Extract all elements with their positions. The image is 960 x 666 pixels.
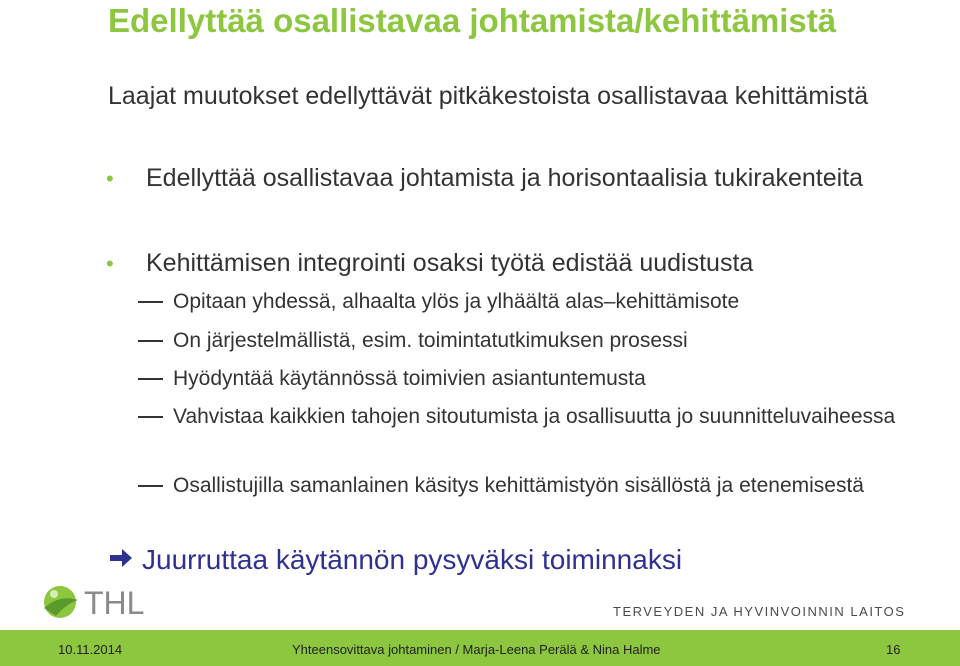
sub-bullet-text: Osallistujilla samanlainen käsitys kehittämistyön sisällöstä ja etenemisestä	[173, 474, 864, 497]
sub-bullet-text: Hyödyntää käytännössä toimivien asiantuntemusta	[173, 367, 646, 390]
dash-icon	[138, 416, 163, 418]
bullet-item	[106, 162, 926, 195]
slide-title: Edellyttää osallistavaa johtamista/kehittämistä	[108, 2, 837, 39]
sub-bullet-item	[173, 326, 913, 356]
intro-text: Laajat muutokset edellyttävät pitkäkestoista osallistavaa kehittämistä	[108, 82, 869, 110]
sub-bullet-text: On järjestelmällistä, esim. toimintatutkimuksen prosessi	[173, 329, 688, 352]
footer-date: 10.11.2014	[58, 642, 123, 657]
sub-bullet-text: Vahvistaa kaikkien tahojen sitoutumista ja osallisuutta jo suunnitteluvaiheessa	[173, 405, 896, 428]
bullet-text: Kehittämisen integrointi osaksi työtä edistää uudistusta	[146, 249, 754, 277]
thl-logo-text: THL	[84, 585, 145, 621]
footer-bar	[0, 630, 960, 666]
dash-icon	[138, 378, 163, 380]
footer-page-number: 16	[886, 642, 901, 657]
institute-name: TERVEYDEN JA HYVINVOINNIN LAITOS	[613, 604, 906, 619]
dash-icon	[138, 301, 163, 303]
bullet-dot-icon: •	[106, 251, 114, 276]
bullet-text: Edellyttää osallistavaa johtamista ja horisontaalisia tukirakenteita	[146, 164, 864, 192]
dash-icon	[138, 340, 163, 342]
bullet-item	[106, 247, 926, 280]
dash-icon	[138, 485, 163, 487]
sub-bullet-text: Opitaan yhdessä, alhaalta ylös ja ylhäältä alas–kehittämisote	[173, 290, 740, 313]
sub-bullet-item	[173, 287, 913, 317]
sub-bullet-item	[173, 471, 913, 501]
footer-title: Yhteensovittava johtaminen / Marja-Leena Perälä & Nina Halme	[292, 642, 661, 657]
sub-bullet-item	[173, 402, 913, 432]
conclusion-text	[108, 542, 682, 578]
conclusion-label: Juurruttaa käytännön pysyväksi toiminnaksi	[142, 544, 683, 575]
thl-logo	[38, 580, 168, 622]
sub-bullet-item	[173, 364, 913, 394]
arrow-right-icon	[108, 542, 142, 578]
bullet-dot-icon: •	[106, 166, 114, 191]
